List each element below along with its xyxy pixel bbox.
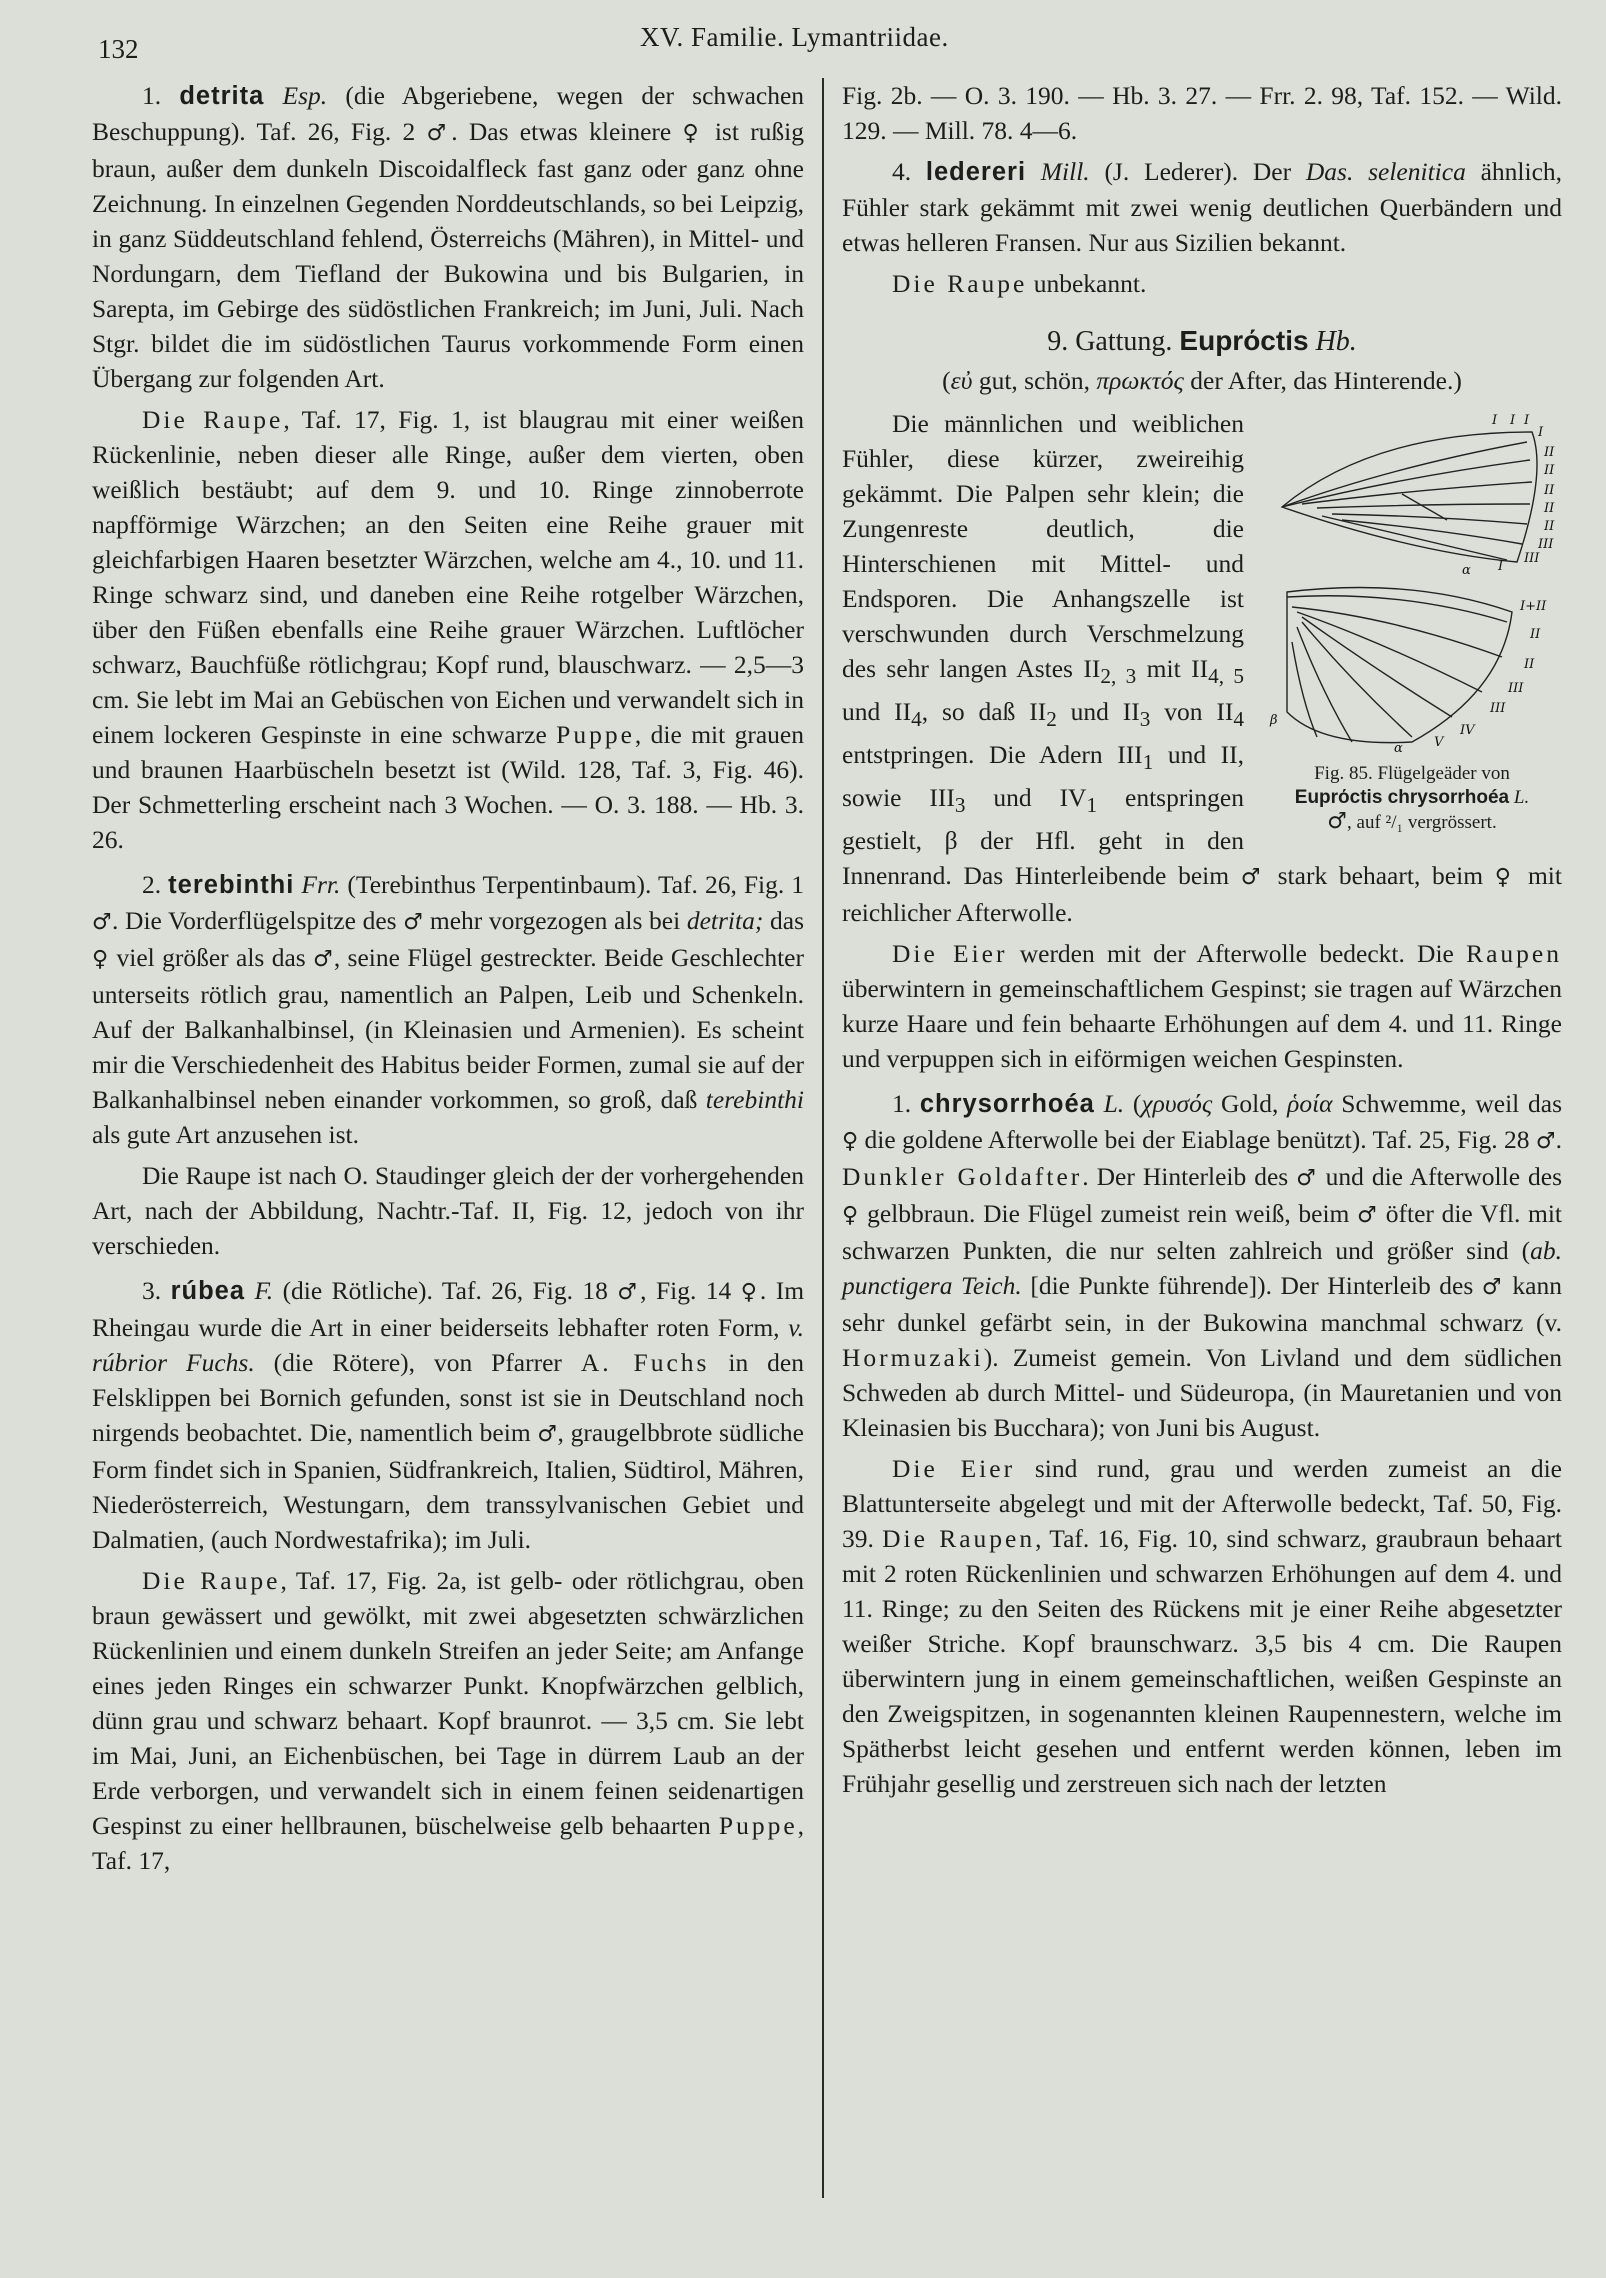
raupe-label: Die Raupe (142, 1566, 281, 1595)
species-name: rúbea (170, 1277, 246, 1305)
text: und II, sowie III (842, 740, 1245, 813)
caption-text: , auf ²/₁ vergrössert. (1347, 812, 1497, 833)
left-column (92, 78, 804, 1884)
vein (1342, 520, 1522, 544)
female-symbol: ♀ (842, 1129, 859, 1155)
vein-label: II (1544, 519, 1555, 534)
vein-label: I (1498, 559, 1504, 574)
text: stark behaart, beim (1265, 861, 1484, 891)
text: und II (842, 697, 912, 727)
vein-label: II (1544, 483, 1555, 498)
male-symbol: ♂ (537, 1422, 558, 1447)
forewing (1282, 432, 1537, 562)
text: von II (1150, 697, 1234, 727)
eier-label: Die Eier (892, 939, 1008, 969)
text: , Taf. 16, Fig. 10, sind schwarz, graubraun behaart mit 2 roten Rückenlinien und schwarzen Erhöhungen auf dem 4. und 11. Ringe; zu den Seiten des Rückens mit je einer Reihe abgesetzter weißer Striche. Kopf braunschwarz. 3,5 bis 4 cm. Die Raupen überwintern jung in einem gemeinschaftlichen, weißen Gespinste an den Zweigspitzen, in sogenannten kleinen Raupennestern, welche im Spätherbst leicht gesehen und entfernt werden können, leben im Frühjahr gesellig und zerstreuen sich nach der letzten (842, 1524, 1563, 1799)
genus-label: 9. Gattung. (1047, 326, 1173, 357)
text: Gold, (1212, 1089, 1288, 1119)
ledereri-larva (842, 266, 1562, 301)
detrita-larva-paragraph (92, 402, 804, 857)
puppe-label: Puppe (718, 1811, 798, 1840)
wing-venation-figure (1262, 412, 1562, 835)
subscript: 2 (1046, 707, 1057, 732)
greek-word: εὐ (950, 366, 973, 395)
common-name: Dunkler Goldafter (842, 1162, 1083, 1192)
vein (1287, 596, 1507, 622)
hindwing (1287, 588, 1512, 743)
male-symbol: ♂ (426, 121, 452, 146)
variety-name: v. rúbrior Fuchs. (92, 1313, 805, 1377)
species-name: chrysorrhoéa (919, 1090, 1095, 1119)
female-symbol: ♀ (740, 1280, 760, 1305)
species-reference: detrita; (686, 906, 764, 935)
text: , Taf. 17, Fig. 1, ist blaugrau mit einer weißen Rückenlinie, neben dieser alle Ringe, außer dem vierten, oben weißlich bestäubt; auf dem 9. und 10. Ringe zinnoberrote napfförmige Wärzchen; an den Seiten eine Reihe grauer mit gleichfarbigen Haaren besetzter Wärzchen, welche am 4., 10. und 11. Ringe schwarz sind, und daneben eine Reihe rotgelber Wärzchen, über den Füßen ebenfalls eine Reihe grauer Wärzchen. Luftlöcher schwarz, Bauchfüße rötlichgrau; Kopf rund, blauschwarz. — 2,5—3 cm. Sie lebt im Mai an Gebüschen von Eichen und verwandelt sich in einem lockeren Gespinste in eine schwarze (92, 405, 804, 749)
species-number: 4. (892, 157, 912, 186)
vein-label: III (1538, 537, 1554, 552)
subscript: 2, 3 (1100, 664, 1137, 689)
text: (Terebinthus Terpentinbaum). Taf. 26, Fig. 1 (347, 870, 805, 899)
author: F. (254, 1276, 274, 1305)
vein-label: II (1524, 657, 1535, 672)
puppe-label: Puppe (556, 720, 635, 749)
subscript: 4, 5 (1208, 664, 1244, 689)
species-rubea (92, 1273, 804, 1557)
female-symbol: ♀ (92, 947, 110, 972)
text: (J. Lederer). Der (1104, 157, 1292, 186)
female-symbol: ♀ (682, 121, 704, 146)
vein-label: II (1544, 445, 1555, 460)
greek-word: ῥοία (1287, 1089, 1333, 1119)
text: , Taf. 17, (92, 1811, 805, 1875)
species-number: 3. (142, 1276, 162, 1305)
text: viel größer als das (116, 943, 306, 972)
figure-caption (1262, 762, 1562, 835)
vein (1322, 516, 1507, 560)
text: die goldene Afterwolle bei der Eiablage benützt). Taf. 25, Fig. 28 (858, 1125, 1530, 1155)
rubea-larva-paragraph (92, 1563, 804, 1878)
text: , so daß II (921, 697, 1047, 727)
vein-label: II (1544, 463, 1555, 478)
text: , Fig. 14 (640, 1276, 732, 1305)
eier-label: Die Eier (892, 1454, 1016, 1484)
continuation-references: Fig. 2b. — O. 3. 190. — Hb. 3. 27. — Frr. 2. 98, Taf. 152. — Wild. 129. — Mill. 78. 4—6. (842, 81, 1562, 145)
male-symbol: ♂ (1240, 865, 1266, 891)
female-symbol: ♀ (842, 1203, 860, 1229)
text: . Im Rheingau wurde die Art in einer beiderseits lebhafter roten Form, (92, 1276, 805, 1342)
vein-label: α (1462, 563, 1471, 578)
vein-label: I+II (1520, 599, 1547, 614)
vein-label: III (1490, 701, 1506, 716)
vein-label: I (1524, 413, 1530, 428)
raupen-label: Raupen (1466, 939, 1563, 969)
person-name: Hormuzaki (842, 1343, 984, 1373)
species-terebinthi (92, 867, 804, 1152)
subscript: 3 (1139, 707, 1151, 732)
text: gut, schön, (972, 366, 1097, 395)
text: öfter die Vfl. mit schwarzen Punkten, die nur selten zahlreich und größer sind ( (842, 1199, 1562, 1266)
species-reference: Das. selenitica (1305, 157, 1466, 186)
text: mit II (1136, 654, 1209, 683)
text: . Der Hinterleib des (1082, 1162, 1289, 1192)
text: . Die Vorderflügelspitze des (112, 906, 397, 935)
vein-label: I (1538, 425, 1544, 440)
text: . (1555, 1125, 1562, 1155)
vein-label: IV (1460, 723, 1475, 738)
vein-label: III (1508, 681, 1524, 696)
male-symbol: ♂ (1327, 809, 1348, 834)
text: (die Rötliche). Taf. 26, Fig. 18 (282, 1276, 608, 1305)
species-number: 1. (142, 81, 162, 110)
column-divider (822, 78, 824, 2198)
text: ). Zumeist gemein. Von Livland und dem südlichen Schweden ab durch Mittel- und Südeuropa, (in Mauretanien und von Kleinasien bis Bucchara); von Juni bis August. (842, 1343, 1562, 1443)
text: ( (942, 366, 951, 395)
raupe-label: Die Raupe (892, 269, 1028, 298)
etymology (842, 363, 1562, 398)
caption-line: Fig. 85. Flügelgeäder von (1314, 763, 1510, 784)
person-name: A. Fuchs (580, 1348, 710, 1377)
text: , graugelbbrote südliche Form findet sich in Spanien, Südfrankreich, Italien, Südtirol, Mähren, Niederösterreich, Westungarn, dem transsylvanischen Gebiet und Dalmatien, (auch Nordwestafrika); im Juli. (92, 1418, 804, 1554)
forewing-outline (1282, 432, 1537, 562)
species-reference: terebinthi (705, 1085, 804, 1114)
genus-name: Euprόctis (1179, 325, 1309, 356)
text: entspringen gestielt, β der Hfl. geht in den Innenrand. Das Hinterleibende beim (842, 783, 1244, 891)
male-symbol: ♂ (403, 910, 424, 935)
page-number: 132 (98, 34, 139, 64)
male-symbol: ♂ (1481, 1275, 1504, 1301)
text: mehr vorgezogen als bei (429, 906, 681, 935)
terebinthi-larva-paragraph: Die Raupe ist nach O. Staudinger gleich der der vorhergehenden Art, nach der Abbildung, Nachtr.-Taf. II, Fig. 12, jedoch von ihr verschieden. (92, 1161, 804, 1260)
aberration-name: ab. punctigera Teich. (842, 1236, 1562, 1301)
author: Hb. (1315, 326, 1357, 357)
text: Die männlichen und weiblichen Fühler, diese kürzer, zweireihig gekämmt. Die Palpen sehr klein; die Zungenreste deutlich, die Hinterschienen mit Mittel- und Endsporen. Die Anhangszelle ist verschwunden durch Verschmelzung des sehr langen Astes II (842, 409, 1244, 683)
text: überwintern in gemeinschaftlichem Gespinst; sie tragen auf Wärzchen kurze Haare und fein behaarte Erhöhungen auf dem 4. und 11. Ringe und verpuppen sich in eiförmigen weichen Gespinsten. (842, 974, 1562, 1074)
male-symbol: ♂ (1296, 1166, 1318, 1192)
text: . Das etwas kleinere (451, 117, 672, 146)
text: kann sehr dunkel gefärbt sein, in der Bukowina manchmal schwarz (v. (842, 1271, 1562, 1338)
header-title: XV. Familie. Lymantriidae. (640, 22, 949, 52)
text: (die Rötere), von Pfarrer (273, 1348, 562, 1377)
vein (1282, 442, 1527, 507)
species-number: 2. (142, 870, 162, 899)
species-ledereri (842, 154, 1562, 260)
vein (1282, 460, 1530, 507)
text: ähnlich, Fühler stark gekämmt mit zwei wenig deutlichen Querbändern und etwas helleren Fransen. Nur aus Sizilien bekannt. (842, 157, 1563, 257)
genus-heading (842, 323, 1562, 359)
vein (1292, 642, 1317, 737)
running-header (0, 22, 1606, 72)
text: werden mit der Afterwolle bedeckt. Die (1007, 939, 1454, 969)
text: und die Afterwolle des (1317, 1162, 1562, 1192)
vein-label: I (1510, 413, 1516, 428)
text: ist rußig braun, außer dem dunkeln Discoidalfleck fast ganz oder ganz ohne Zeichnung. In einzelnen Gegenden Norddeutschlands, so bei Leipzig, in ganz Süddeutschland fehlend, Österreichs (Mähren), in Mittel- und Nordungarn, dem Tiefland der Bukowina und bis Bulgarien, in Sarepta, im Gebirge des südöstlichen Frankreich; im Juni, Juli. Nach Stgr. bildet die im südöstlichen Taurus vorkommende Form einen Übergang zur folgenden Art. (92, 117, 805, 393)
text: als gute Art anzusehen ist. (92, 1120, 359, 1149)
caption-line (1262, 810, 1562, 835)
text: und II (1056, 697, 1140, 727)
vein-label: I (1492, 413, 1498, 428)
author: Esp. (282, 81, 328, 110)
vein-label: V (1434, 735, 1444, 750)
species-name: terebinthi (168, 871, 295, 899)
wing-venation-diagram (1262, 412, 1562, 762)
text: entstpringen. Die Adern III (842, 740, 1143, 770)
text: [die Punkte führende]). Der Hinterleib des (1021, 1271, 1474, 1301)
vein-label: α (1394, 741, 1403, 756)
right-column (842, 78, 1562, 1807)
greek-word: πρωκτός (1096, 366, 1184, 395)
species-name: ledereri (925, 158, 1027, 186)
author: L. (1103, 1089, 1125, 1119)
text: , Taf. 17, Fig. 2a, ist gelb- oder rötlichgrau, oben braun gewässert und gewölkt, mit zwei abgesetzten schwärzlichen Rückenlinien und einem dunkeln Streifen an jeder Seite; am Anfange eines jeden Ringes ein schwarzer Punkt. Knopfwärzchen gelblich, dünn grau und schwarz behaart. Kopf braunrot. — 3,5 cm. Sie lebt im Mai, Juni, an Eichenbüschen, bei Tage in dürrem Laub an der Erde verborgen, und verwandelt sich in einem feinen seidenartigen Gespinst zu einer hellbraunen, büschelweise gelb behaarten (92, 1566, 804, 1840)
female-symbol: ♀ (1494, 865, 1517, 891)
text: das (770, 906, 804, 935)
caption-author: L. (1509, 787, 1530, 808)
chrysorrhoea-eggs-larva (842, 1451, 1562, 1801)
vein-label: II (1544, 501, 1555, 516)
raupe-label: Die Raupe (142, 405, 284, 434)
vein (1297, 627, 1352, 742)
vein-label: III (1524, 551, 1540, 566)
text: , die mit grauen und braunen Haarbüscheln besetzt ist (Wild. 128, Taf. 3, Fig. 46). Der Schmetterling erscheint nach 3 Wochen. — O. 3. 188. — Hb. 3. 26. (92, 720, 804, 854)
subscript: 1 (1142, 750, 1154, 775)
text: und IV (965, 783, 1087, 813)
species-number: 1. (892, 1089, 912, 1119)
caption-species: Euprόctis chrysorrhoéa (1294, 787, 1510, 808)
text: , seine Flügel gestreckter. Beide Geschlechter unterseits rötlich grau, namentlich an Palpen, Leib und Schenkeln. Auf der Balkanhalbinsel, (in Kleinasien und Armenien). Es scheint mir die Verschiedenheit des Habitus beider Formen, zumal sie auf der Balkanhalbinsel neben einander vorkommen, so groß, daß (92, 943, 804, 1114)
male-symbol: ♂ (617, 1280, 641, 1305)
subscript: 4 (1233, 707, 1244, 732)
male-symbol: ♂ (1357, 1203, 1379, 1229)
vein-label: II (1530, 627, 1541, 642)
species-chrysorrhoea: 1. chrysorrhoéa L. (χρυσός Gold, ῥοία Schwemme, weil das ♀ die goldene Afterwolle bei der Eiablage benützt). Taf. 25, Fig. 28 ♂. Dunkler Goldafter. Der Hinterleib des ♂ und die Afterwolle des ♀ gelbbraun. Die Flügel zumeist rein weiß, beim ♂ öfter die Vfl. mit schwarzen Punkten, die nur selten zahlreich und größer sind (ab. punctigera Teich. [die Punkte führende]). Der Hinterleib des ♂ kann sehr dunkel gefärbt sein, in der Bukowina manchmal schwarz (v. Hormuzaki). Zumeist gemein. Von Livland und dem südlichen Schweden ab durch Mittel- und Südeuropa, (in Mauretanien und von Kleinasien bis Bucchara); von Juni bis August. (842, 1089, 1562, 1443)
text: sind rund, grau und werden zumeist an die Blattunterseite abgelegt und mit der Afterwolle bedeckt, Taf. 50, Fig. 39. (842, 1454, 1562, 1554)
text: gelbbraun. Die Flügel zumeist rein weiß, beim (859, 1199, 1350, 1229)
species-detrita (92, 78, 804, 396)
male-symbol: ♂ (1535, 1129, 1556, 1155)
vein-label: β (1270, 713, 1278, 728)
author: Mill. (1040, 157, 1090, 186)
text: der After, das Hinterende.) (1183, 366, 1462, 395)
male-symbol: ♂ (92, 910, 112, 935)
text: Schwemme, weil das (1332, 1089, 1562, 1119)
text: mit reichlicher Afterwolle. (842, 861, 1562, 928)
greek-word: χρυσός (1141, 1089, 1213, 1119)
raupen-label: Die Raupen (882, 1524, 1036, 1554)
subscript: 1 (1086, 793, 1098, 818)
eggs-paragraph (842, 936, 1562, 1076)
vein (1302, 482, 1532, 504)
text: (die Abgeriebene, wegen der schwachen Beschuppung). Taf. 26, Fig. 2 (92, 81, 805, 146)
author: Frr. (301, 870, 341, 899)
male-symbol: ♂ (313, 947, 334, 972)
species-name: detrita (179, 82, 265, 110)
subscript: 4 (911, 707, 922, 732)
caption-line (1262, 786, 1562, 810)
subscript: 3 (954, 793, 966, 818)
text: unbekannt. (1027, 269, 1147, 298)
text: in den Felsklippen bei Bornich gefunden, sonst ist sie in Deutschland noch nirgends beobachtet. Die, namentlich beim (92, 1348, 804, 1447)
